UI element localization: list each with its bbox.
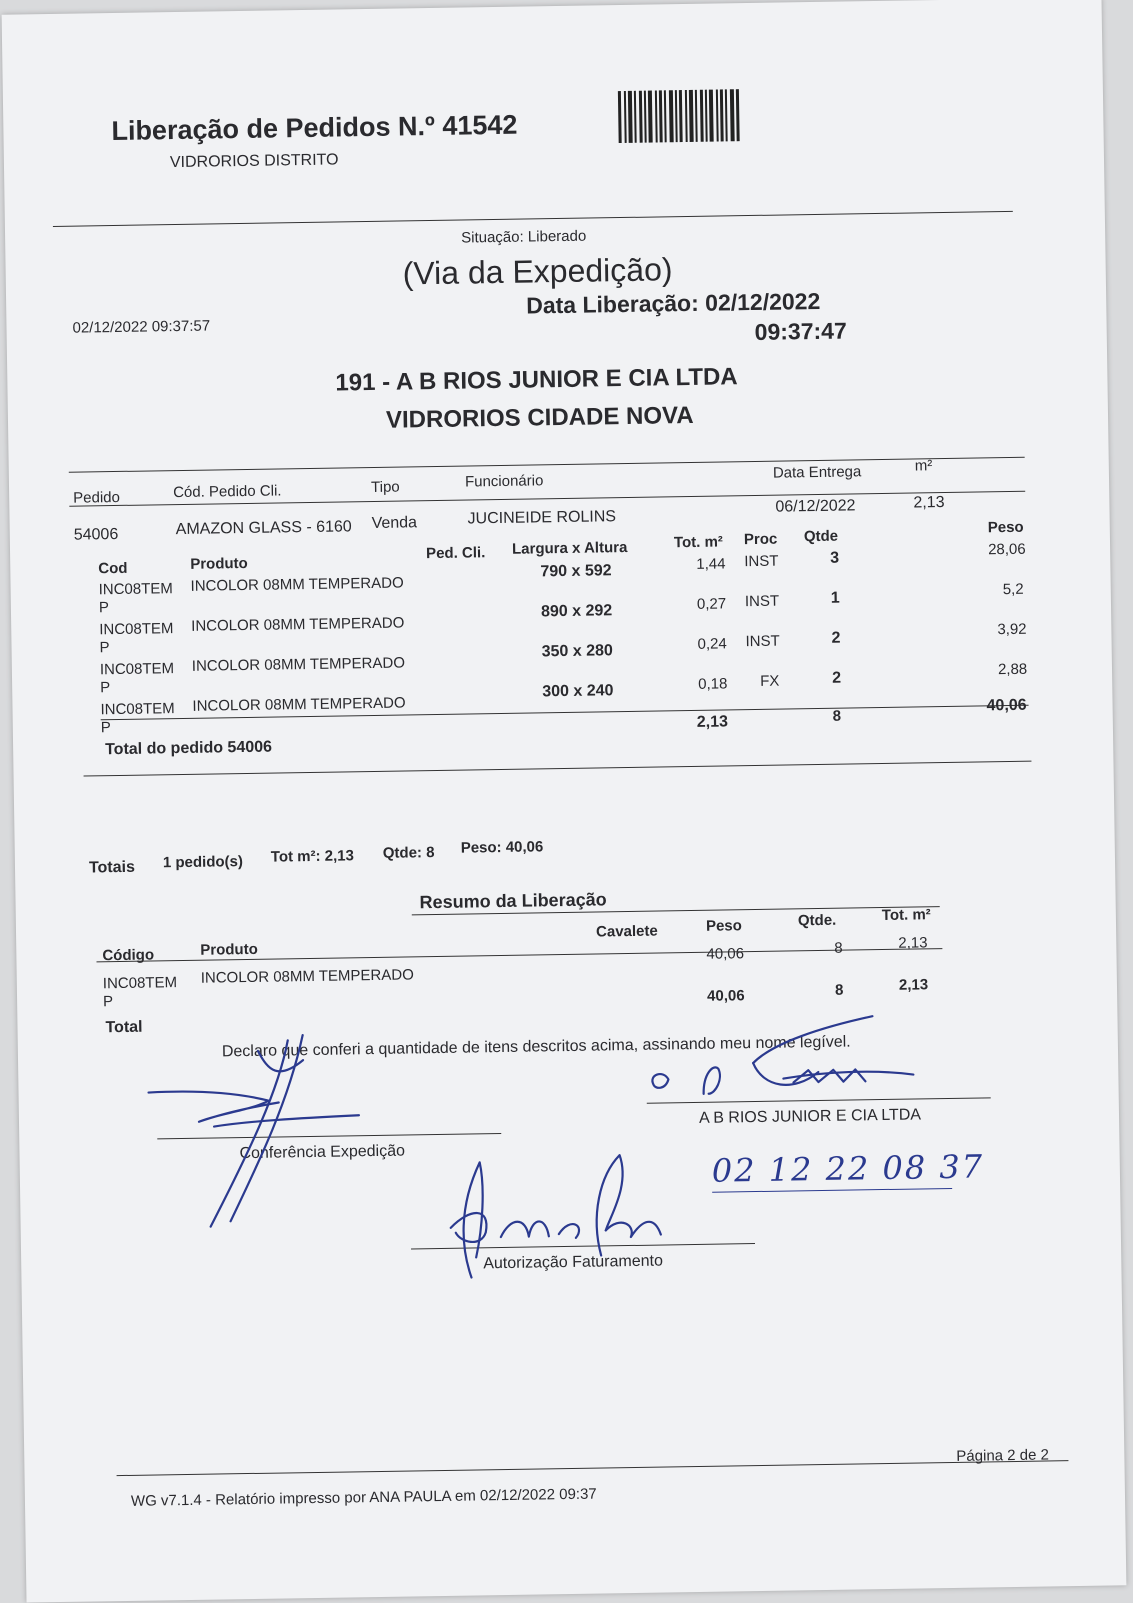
order-top-divider bbox=[69, 457, 1025, 473]
row-proc: INST bbox=[744, 592, 780, 611]
conferencia-label: Conferência Expedição bbox=[239, 1142, 406, 1163]
items-col-proc: Proc bbox=[743, 530, 778, 549]
order-employee: JUCINEIDE ROLINS bbox=[467, 508, 617, 528]
row-produto: INCOLOR 08MM TEMPERADO bbox=[190, 574, 404, 595]
order-type: Venda bbox=[371, 514, 418, 532]
client-name: 191 - A B RIOS JUNIOR E CIA LTDA bbox=[335, 363, 738, 397]
col-funcionario-label: Funcionário bbox=[464, 472, 544, 491]
row-peso: 5,2 bbox=[1002, 580, 1024, 599]
client-store: VIDRORIOS CIDADE NOVA bbox=[385, 401, 694, 434]
conferencia-signature bbox=[138, 1029, 371, 1243]
items-col-tot-m2: Tot. m² bbox=[673, 533, 723, 552]
row-tot-m2: 1,44 bbox=[696, 555, 726, 573]
via-title: (Via da Expedição) bbox=[402, 251, 673, 292]
totals-peso: Peso: 40,06 bbox=[460, 838, 544, 857]
report-page bbox=[2, 0, 1127, 1603]
row-tot-m2: 0,27 bbox=[696, 595, 727, 613]
order-number: 54006 bbox=[73, 525, 119, 544]
col-data-entrega-label: Data Entrega bbox=[772, 463, 862, 482]
row-qtde: 2 bbox=[831, 629, 841, 647]
row-cod: INC08TEM bbox=[99, 620, 174, 639]
row-qtde: 3 bbox=[830, 549, 840, 567]
row-qtde: 2 bbox=[831, 669, 842, 687]
row-produto: INCOLOR 08MM TEMPERADO bbox=[192, 694, 406, 715]
row-qtde: 1 bbox=[830, 589, 840, 607]
order-total-qtde: 8 bbox=[832, 707, 842, 725]
summary-col-peso: Peso bbox=[705, 917, 742, 935]
summary-total-peso: 40,06 bbox=[706, 987, 745, 1005]
row-produto: INCOLOR 08MM TEMPERADO bbox=[191, 654, 406, 675]
summary-col-tot-m2: Tot. m² bbox=[881, 906, 931, 925]
summary-total-label: Total bbox=[105, 1018, 143, 1037]
row-proc: INST bbox=[744, 552, 779, 571]
row-dimensions: 790 x 592 bbox=[540, 562, 612, 581]
totals-qtde: Qtde: 8 bbox=[382, 844, 435, 862]
row-proc: FX bbox=[760, 672, 780, 690]
row-cod: INC08TEM bbox=[100, 700, 175, 719]
order-delivery-date: 06/12/2022 bbox=[775, 497, 856, 516]
printed-datetime: 02/12/2022 09:37:57 bbox=[72, 317, 211, 337]
row-dimensions: 350 x 280 bbox=[541, 642, 613, 661]
order-m2: 2,13 bbox=[913, 493, 945, 512]
report-title: Liberação de Pedidos N.º 41542 bbox=[111, 109, 518, 147]
summary-col-codigo: Código bbox=[102, 946, 155, 965]
barcode bbox=[618, 89, 740, 143]
order-total-peso: 40,06 bbox=[986, 696, 1027, 715]
company-name: VIDRORIOS DISTRITO bbox=[169, 151, 339, 172]
row-proc: INST bbox=[745, 632, 780, 651]
autorizacao-signature bbox=[429, 1144, 671, 1288]
items-col-cod: Cod bbox=[98, 559, 128, 578]
release-date: Data Liberação: 02/12/2022 bbox=[526, 287, 821, 319]
row-tot-m2: 0,18 bbox=[698, 675, 728, 693]
autorizacao-label: Autorização Faturamento bbox=[483, 1252, 664, 1273]
col-tipo-label: Tipo bbox=[370, 478, 400, 496]
client-signature bbox=[642, 1010, 943, 1105]
summary-row-produto: INCOLOR 08MM TEMPERADO bbox=[200, 966, 414, 987]
order-total-m2: 2,13 bbox=[696, 713, 729, 731]
row-dimensions: 300 x 240 bbox=[542, 682, 614, 701]
summary-col-qtde: Qtde. bbox=[797, 911, 837, 930]
row-cod-suffix: P bbox=[100, 719, 111, 737]
footer-printed-by: WG v7.1.4 - Relatório impresso por ANA PAULA em 02/12/2022 09:37 bbox=[130, 1485, 597, 1510]
col-pedido-label: Pedido bbox=[73, 488, 121, 507]
footer-divider bbox=[117, 1460, 1069, 1476]
row-peso: 2,88 bbox=[997, 660, 1028, 679]
col-cod-pedido-label: Cód. Pedido Cli. bbox=[172, 482, 282, 502]
summary-row-qtde: 8 bbox=[834, 939, 843, 957]
summary-title: Resumo da Liberação bbox=[419, 889, 607, 913]
declaration-text: Declaro que conferi a quantidade de itens descritos acima, assinando meu nome legível. bbox=[221, 1033, 851, 1061]
summary-row-cod-suffix: P bbox=[102, 993, 114, 1011]
row-produto: INCOLOR 08MM TEMPERADO bbox=[191, 614, 405, 635]
row-peso: 28,06 bbox=[987, 540, 1026, 559]
totals-m2: Tot m²: 2,13 bbox=[270, 847, 355, 866]
summary-row-tot-m2: 2,13 bbox=[898, 934, 928, 952]
totals-label: Totais bbox=[88, 858, 136, 877]
row-dimensions: 890 x 292 bbox=[540, 602, 613, 621]
header-divider bbox=[53, 211, 1013, 227]
row-cod: INC08TEM bbox=[98, 580, 173, 599]
release-time: 09:37:47 bbox=[754, 317, 847, 345]
items-col-qtde: Qtde bbox=[803, 527, 839, 546]
page-number: Página 2 de 2 bbox=[956, 1446, 1050, 1465]
order-total-label: Total do pedido 54006 bbox=[105, 738, 273, 759]
items-col-ped-cli: Ped. Cli. bbox=[425, 544, 486, 563]
handwritten-date: 02 12 22 08 37 bbox=[711, 1147, 985, 1190]
order-client-code: AMAZON GLASS - 6160 bbox=[175, 518, 352, 539]
order-bottom-divider bbox=[84, 761, 1032, 777]
totals-pedidos: 1 pedido(s) bbox=[162, 853, 244, 872]
summary-col-cavalete: Cavalete bbox=[595, 922, 658, 941]
items-col-produto: Produto bbox=[190, 554, 248, 573]
items-col-dimensions: Largura x Altura bbox=[511, 538, 628, 558]
summary-total-m2: 2,13 bbox=[898, 976, 929, 994]
row-cod: INC08TEM bbox=[99, 660, 175, 679]
row-tot-m2: 0,24 bbox=[697, 635, 727, 653]
col-m2-label: m² bbox=[914, 457, 933, 475]
row-peso: 3,92 bbox=[997, 620, 1027, 639]
row-cod-suffix: P bbox=[100, 679, 111, 697]
summary-row-peso: 40,06 bbox=[706, 945, 745, 963]
summary-row-cod: INC08TEM bbox=[102, 974, 178, 993]
status-text: Situação: Liberado bbox=[461, 227, 587, 247]
client-signature-label: A B RIOS JUNIOR E CIA LTDA bbox=[698, 1106, 922, 1127]
summary-col-produto: Produto bbox=[200, 940, 258, 959]
row-cod-suffix: P bbox=[98, 599, 110, 617]
row-cod-suffix: P bbox=[99, 639, 110, 657]
items-col-peso: Peso bbox=[987, 518, 1024, 537]
summary-total-qtde: 8 bbox=[834, 981, 844, 999]
